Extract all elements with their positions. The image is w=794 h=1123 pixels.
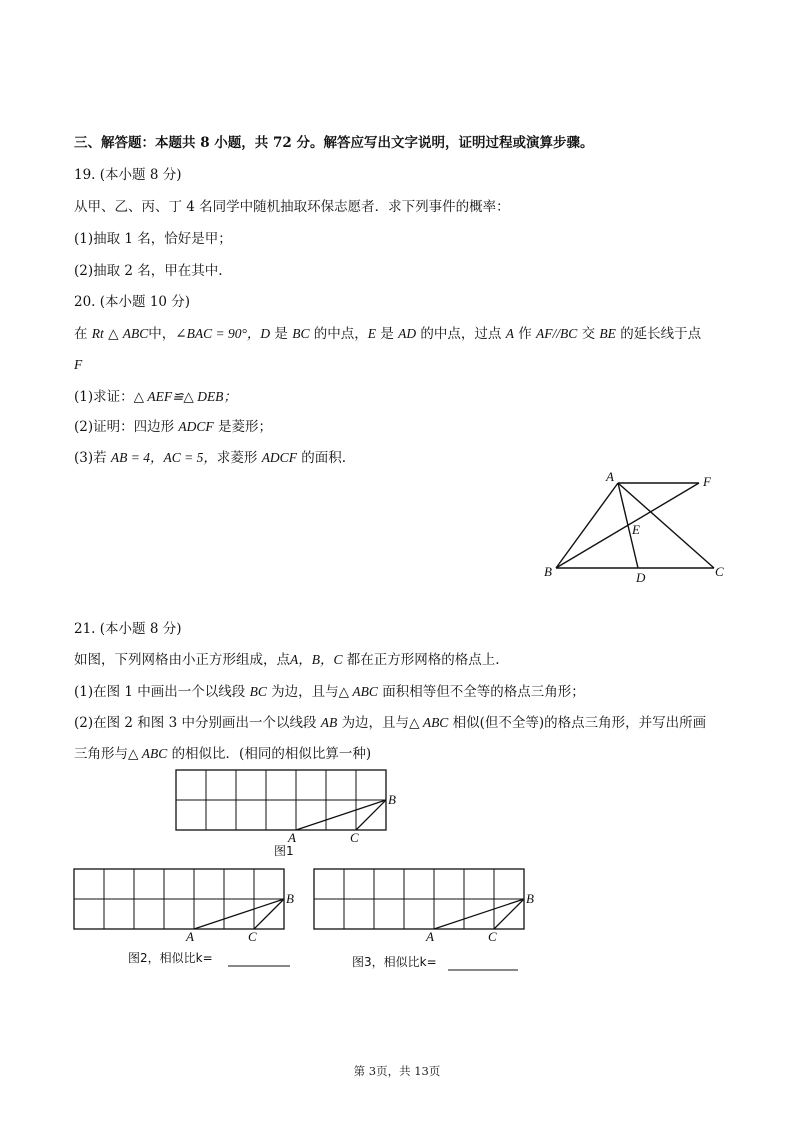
q21-part1-bc: BC xyxy=(249,684,267,699)
fig3-caption: 图3，相似比k= xyxy=(352,955,437,969)
label-a: A xyxy=(606,469,614,484)
q19-part1: (1)抽取 1 名，恰好是甲； xyxy=(74,231,232,247)
q21-stem-text: 如图，下列网格由小正方形组成，点 xyxy=(74,652,290,668)
q20-be: BE xyxy=(599,326,616,341)
triangle-symbol: △ xyxy=(108,326,119,342)
q21-points: A，B，C xyxy=(290,652,343,667)
q21-part3-text: 三角形与 xyxy=(74,746,128,762)
q21-part3-tri: △ ABC xyxy=(128,746,168,761)
q20-ad: AD xyxy=(398,326,417,341)
q20-stem-text: 在 xyxy=(74,326,88,342)
q20-stem-text: 是 xyxy=(380,326,394,342)
q20-bc: BC xyxy=(292,326,310,341)
label-d: D xyxy=(636,570,646,585)
label-c: C xyxy=(715,564,724,579)
fig3-label-c: C xyxy=(488,929,497,944)
q20-part3-adcf: ADCF xyxy=(261,450,297,465)
fig3-label-b: B xyxy=(526,891,534,906)
q20-e: E xyxy=(367,326,377,341)
q20-part3-text: 的面积. xyxy=(301,450,347,466)
q21-part1-text: (1)在图 1 中画出一个以线段 xyxy=(74,684,246,700)
q20-angle: ∠BAC = 90°， xyxy=(175,326,261,341)
q21-part2-text: 相似(但不全等)的格点三角形，并写出所画 xyxy=(452,715,707,731)
q20-point-f: F xyxy=(74,357,83,372)
q20-a: A xyxy=(505,326,514,341)
q20-part3-text: 求菱形 xyxy=(216,450,258,466)
q20-stem-text: 的延长线于点 xyxy=(620,326,702,342)
q20-part2-math: ADCF xyxy=(178,419,214,434)
fig2-label-b: B xyxy=(286,891,294,906)
q21-part2-text: (2)在图 2 和图 3 中分别画出一个以线段 xyxy=(74,715,317,731)
label-b: B xyxy=(544,564,552,579)
q21-stem-text: 都在正方形网格的格点上. xyxy=(346,652,500,668)
q20-stem-text: 作 xyxy=(518,326,532,342)
q20-title: 20. (本小题 10 分) xyxy=(74,294,191,310)
fig2-caption: 图2，相似比k= xyxy=(128,951,213,965)
q20-rt: Rt xyxy=(91,326,104,341)
page-footer: 第 3页，共 13页 xyxy=(353,1064,441,1078)
q21-part2-tri: △ ABC xyxy=(409,715,449,730)
q20-d: D xyxy=(260,326,271,341)
q20-tri-abc: ABC xyxy=(122,326,149,341)
fig3-label-a: A xyxy=(426,929,434,944)
q21-part1-text: 为边，且与 xyxy=(271,684,339,700)
q19-part2: (2)抽取 2 名，甲在其中. xyxy=(74,263,223,279)
fig1-label-c: C xyxy=(350,830,359,845)
q21-part3-text: 的相似比．(相同的相似比算一种) xyxy=(171,746,372,762)
fig1-caption: 图1 xyxy=(274,844,294,858)
q19-title: 19. (本小题 8 分) xyxy=(74,167,182,183)
q21-part2-text: 为边，且与 xyxy=(341,715,410,731)
fig3-segment-ab xyxy=(434,899,524,929)
fig2-label-a: A xyxy=(186,929,194,944)
q21-title: 21. (本小题 8 分) xyxy=(74,621,182,637)
q20-stem-text: 的中点，过点 xyxy=(420,326,502,342)
q20-stem-text: 是 xyxy=(274,326,288,342)
q20-part1-math: △ AEF≌△ DEB； xyxy=(133,389,237,404)
q20-part2-text: (2)证明：四边形 xyxy=(74,419,175,435)
q20-stem-text: 中， xyxy=(148,326,176,342)
q20-part3-text: (3)若 xyxy=(74,450,107,466)
q21-part1-tri: △ ABC xyxy=(338,684,378,699)
q20-stem-text: 交 xyxy=(581,326,596,342)
q20-part3-math: AB = 4，AC = 5， xyxy=(110,450,217,465)
label-f: F xyxy=(703,474,711,489)
q20-stem-text: 的中点， xyxy=(313,326,368,342)
q20-parallel: AF//BC xyxy=(536,326,578,341)
fig1-label-b: B xyxy=(388,792,396,807)
q20-part1-text: (1)求证： xyxy=(74,389,134,405)
label-e: E xyxy=(632,522,640,537)
q20-part2-text: 是菱形； xyxy=(217,419,272,435)
q21-part1-text: 面积相等但不全等的格点三角形； xyxy=(382,684,585,700)
section-header: 三、解答题：本题共 8 小题，共 72 分。解答应写出文字说明，证明过程或演算步骤。 xyxy=(74,135,594,151)
q21-part2-ab: AB xyxy=(320,715,338,730)
fig1-label-a: A xyxy=(288,830,296,845)
q19-stem: 从甲、乙、丙、丁 4 名同学中随机抽取环保志愿者．求下列事件的概率： xyxy=(74,199,510,215)
fig2-label-c: C xyxy=(248,929,257,944)
